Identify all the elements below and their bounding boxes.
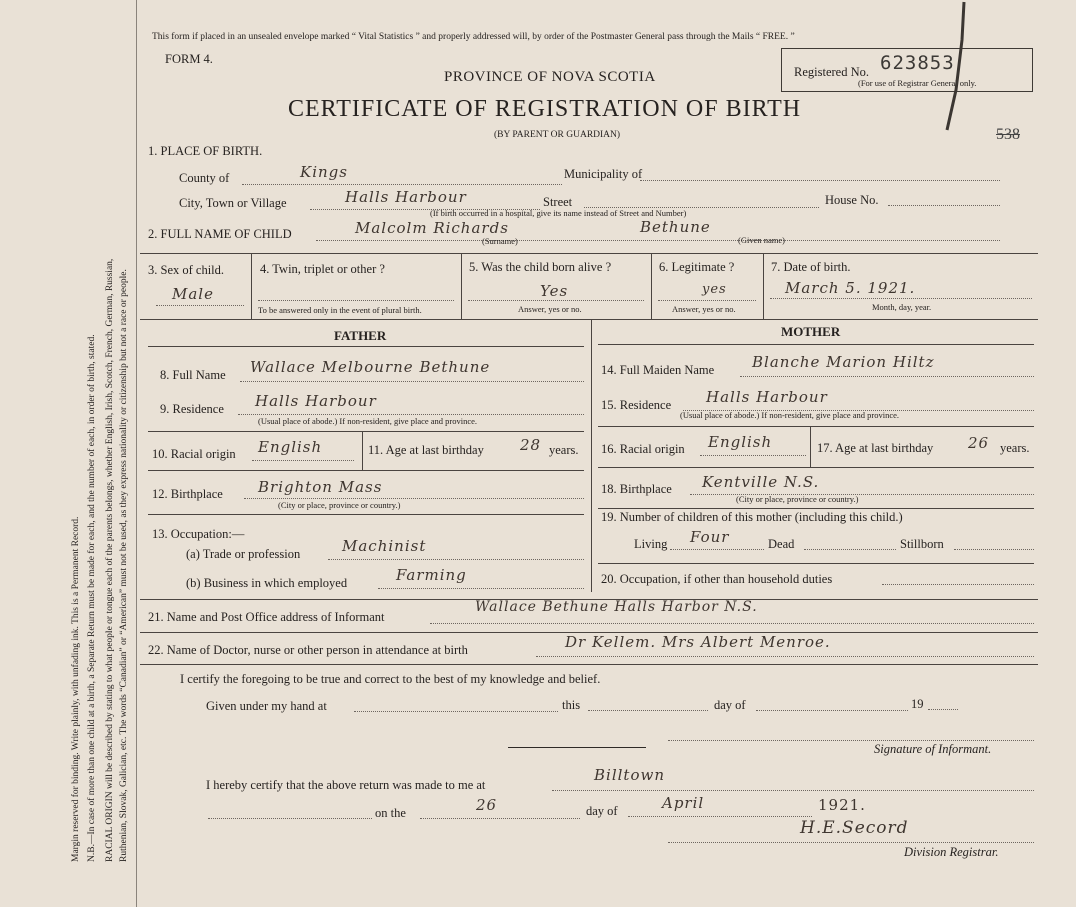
- father-residence-line: [238, 414, 584, 415]
- mother-heading: MOTHER: [781, 324, 841, 339]
- born-alive-label: 5. Was the child born alive ?: [469, 260, 612, 274]
- children-count-label: 19. Number of children of this mother (including this child.): [601, 510, 903, 524]
- father-birthplace-note: (City or place, province or country.): [278, 500, 401, 510]
- registrar-signature: H.E.Secord: [800, 818, 909, 838]
- sex-line: [156, 305, 244, 306]
- surname-note: (Surname): [482, 236, 518, 246]
- margin-note-3: RACIAL ORIGIN will be described by stating to what people or tongue each of the parents belongs, whether English, Irish, Scotch, French, German, Russian,: [105, 258, 115, 862]
- day-of-label: day of: [714, 698, 746, 712]
- attendant-value: Dr Kellem. Mrs Albert Menroe.: [565, 633, 831, 651]
- date-of-birth-note: Month, day, year.: [872, 302, 932, 312]
- this-label: this: [562, 698, 581, 712]
- father-name-value: Wallace Melbourne Bethune: [250, 358, 491, 376]
- father-rule-2: [148, 470, 584, 471]
- father-heading-rule: [148, 346, 584, 347]
- mother-rule-4: [598, 563, 1034, 564]
- father-rule-1: [148, 431, 584, 432]
- father-age-label: 11. Age at last birthday: [368, 443, 484, 457]
- municipality-label: Municipality of: [564, 167, 643, 181]
- mother-years: years.: [1000, 441, 1030, 455]
- mother-age-label: 17. Age at last birthday: [817, 441, 934, 455]
- registered-label: Registered No.: [794, 65, 869, 79]
- stillborn-line: [954, 549, 1034, 550]
- trade-line: [328, 559, 584, 560]
- mother-age-divider: [810, 426, 811, 467]
- living-label: Living: [634, 537, 668, 551]
- father-racial-value: English: [258, 438, 323, 456]
- mother-rule-1: [598, 426, 1034, 427]
- informant-signature-short-line: [508, 747, 646, 748]
- father-age-value: 28: [520, 436, 542, 454]
- place-of-birth-label: 1. PLACE OF BIRTH.: [148, 144, 263, 158]
- date-of-birth-label: 7. Date of birth.: [771, 260, 851, 274]
- certify-statement: I certify the foregoing to be true and correct to the best of my knowledge and belief.: [180, 672, 601, 686]
- return-place-line: [552, 790, 1034, 791]
- father-name-line: [240, 381, 584, 382]
- father-residence-value: Halls Harbour: [255, 392, 377, 410]
- born-alive-note: Answer, yes or no.: [518, 304, 582, 314]
- row3-top-rule: [140, 253, 1038, 254]
- house-no-label: House No.: [825, 193, 879, 207]
- father-rule-3: [148, 514, 584, 515]
- father-birthplace-label: 12. Birthplace: [152, 487, 223, 501]
- twin-label: 4. Twin, triplet or other ?: [260, 262, 385, 276]
- child-name-label: 2. FULL NAME OF CHILD: [148, 227, 292, 241]
- return-place-value: Billtown: [594, 766, 665, 784]
- mother-residence-note: (Usual place of abode.) If non-resident, give place and province.: [680, 410, 900, 420]
- legitimate-value: yes: [702, 282, 727, 297]
- this-day-line: [588, 710, 708, 711]
- margin-note-1: Margin reserved for binding. Write plainly, with unfading ink. This is a Permanent Record.: [71, 516, 81, 862]
- given-name-note: (Given name): [738, 235, 785, 245]
- year-line: [928, 709, 958, 710]
- mother-occupation-label: 20. Occupation, if other than household duties: [601, 572, 833, 586]
- county-line: [242, 184, 562, 185]
- father-years: years.: [549, 443, 579, 457]
- child-given-value: Malcolm Richards: [355, 219, 509, 237]
- return-day-line: [420, 818, 580, 819]
- given-under-label: Given under my hand at: [206, 699, 327, 713]
- informant-label: 21. Name and Post Office address of Informant: [148, 610, 385, 624]
- informant-line: [430, 623, 1034, 624]
- row3-divider-1: [251, 253, 252, 319]
- father-heading: FATHER: [334, 328, 387, 343]
- dead-line: [804, 549, 896, 550]
- return-day-value: 26: [476, 796, 498, 814]
- father-mother-divider: [591, 319, 592, 592]
- father-name-label: 8. Full Name: [160, 368, 226, 382]
- registered-note: (For use of Registrar General only.: [858, 78, 977, 88]
- born-alive-line: [468, 300, 644, 301]
- informant-value: Wallace Bethune Halls Harbor N.S.: [475, 599, 758, 615]
- margin-note-4: Ruthenian, Slovak, Galician, etc. The words “Canadian” or “American” must not be used, as they express nationality or citizenship but not a race or people.: [119, 269, 129, 862]
- mother-birthplace-note: (City or place, province or country.): [736, 494, 859, 504]
- informant-signature-line: [668, 740, 1034, 741]
- certificate-subtitle: (BY PARENT OR GUARDIAN): [494, 130, 621, 140]
- province-heading: PROVINCE OF NOVA SCOTIA: [444, 69, 656, 85]
- registrar-signature-line: [668, 842, 1034, 843]
- trade-value: Machinist: [342, 537, 427, 555]
- given-place-line: [354, 711, 558, 712]
- mother-residence-label: 15. Residence: [601, 398, 672, 412]
- margin-note-2: N.B.—In case of more than one child at a birth, a Separate Return must be made for each, and the number of each, in order of birth, stated.: [87, 334, 97, 862]
- mother-occupation-line: [882, 584, 1034, 585]
- mother-racial-line: [700, 455, 806, 456]
- twin-line: [258, 300, 454, 301]
- pen-mark: [944, 0, 966, 132]
- county-value: Kings: [300, 163, 348, 181]
- row3-divider-4: [763, 253, 764, 319]
- father-birthplace-line: [244, 498, 584, 499]
- hospital-note: (If birth occurred in a hospital, give its name instead of Street and Number): [430, 208, 687, 218]
- mother-racial-value: English: [708, 433, 773, 451]
- corner-number: 538: [996, 126, 1020, 143]
- date-of-birth-line: [770, 298, 1032, 299]
- row3-bottom-rule: [140, 319, 1038, 320]
- binding-margin-line: [136, 0, 137, 907]
- living-line: [670, 549, 764, 550]
- mother-name-label: 14. Full Maiden Name: [601, 363, 715, 377]
- mother-rule-2: [598, 467, 1034, 468]
- child-surname-value: Bethune: [640, 218, 711, 236]
- city-value: Halls Harbour: [345, 188, 467, 206]
- mother-racial-label: 16. Racial origin: [601, 442, 685, 456]
- division-registrar-label: Division Registrar.: [904, 845, 999, 859]
- mail-notice: This form if placed in an unsealed envelope marked “ Vital Statistics ” and properly addressed will, by order of the Postmaster General pass through the Mails “ FREE. ”: [152, 32, 795, 42]
- return-day-of-label: day of: [586, 804, 618, 818]
- section-rule-cert: [140, 664, 1038, 665]
- house-no-line: [888, 205, 1000, 206]
- mother-residence-value: Halls Harbour: [706, 388, 828, 406]
- sex-label: 3. Sex of child.: [148, 263, 225, 277]
- business-value: Farming: [396, 566, 467, 584]
- mother-heading-rule: [598, 344, 1034, 345]
- mother-birthplace-value: Kentville N.S.: [702, 473, 820, 491]
- stillborn-label: Stillborn: [900, 537, 944, 551]
- row3-divider-3: [651, 253, 652, 319]
- return-year-value: 1921.: [818, 796, 866, 814]
- municipality-line: [640, 180, 1000, 181]
- father-age-divider: [362, 431, 363, 470]
- city-label: City, Town or Village: [179, 196, 287, 210]
- living-value: Four: [690, 528, 730, 546]
- signature-of-informant-label: Signature of Informant.: [874, 742, 992, 756]
- father-residence-label: 9. Residence: [160, 402, 224, 416]
- on-the-label: on the: [375, 806, 406, 820]
- attendant-label: 22. Name of Doctor, nurse or other person in attendance at birth: [148, 643, 468, 657]
- mother-birthplace-label: 18. Birthplace: [601, 482, 672, 496]
- dead-label: Dead: [768, 537, 795, 551]
- business-label: (b) Business in which employed: [186, 576, 348, 590]
- certificate-title: CERTIFICATE OF REGISTRATION OF BIRTH: [288, 96, 802, 122]
- trade-label: (a) Trade or profession: [186, 547, 301, 561]
- registered-number: 623853: [880, 52, 955, 74]
- business-line: [378, 588, 584, 589]
- return-month-line: [628, 816, 812, 817]
- sex-value: Male: [172, 285, 214, 303]
- legitimate-label: 6. Legitimate ?: [659, 260, 735, 274]
- child-name-line: [316, 240, 1000, 241]
- day-of-line: [756, 710, 908, 711]
- street-label: Street: [543, 195, 573, 209]
- legitimate-line: [658, 300, 756, 301]
- born-alive-value: Yes: [540, 282, 569, 300]
- form-number: FORM 4.: [165, 52, 213, 66]
- on-the-lead-line: [208, 818, 372, 819]
- year-prefix: 19: [911, 697, 924, 711]
- father-residence-note: (Usual place of abode.) If non-resident, give place and province.: [258, 416, 478, 426]
- legitimate-note: Answer, yes or no.: [672, 304, 736, 314]
- hereby-certify-label: I hereby certify that the above return was made to me at: [206, 778, 486, 792]
- father-birthplace-value: Brighton Mass: [258, 478, 383, 496]
- mother-rule-3: [598, 508, 1034, 509]
- county-label: County of: [179, 171, 230, 185]
- occupation-label: 13. Occupation:—: [152, 527, 245, 541]
- return-month-value: April: [662, 794, 705, 812]
- mother-name-value: Blanche Marion Hiltz: [752, 353, 935, 371]
- father-racial-label: 10. Racial origin: [152, 447, 236, 461]
- date-of-birth-value: March 5. 1921.: [785, 279, 916, 297]
- twin-note: To be answered only in the event of plural birth.: [258, 305, 422, 315]
- father-racial-line: [252, 460, 354, 461]
- mother-age-value: 26: [968, 434, 990, 452]
- attendant-line: [536, 656, 1034, 657]
- row3-divider-2: [461, 253, 462, 319]
- mother-name-line: [740, 376, 1034, 377]
